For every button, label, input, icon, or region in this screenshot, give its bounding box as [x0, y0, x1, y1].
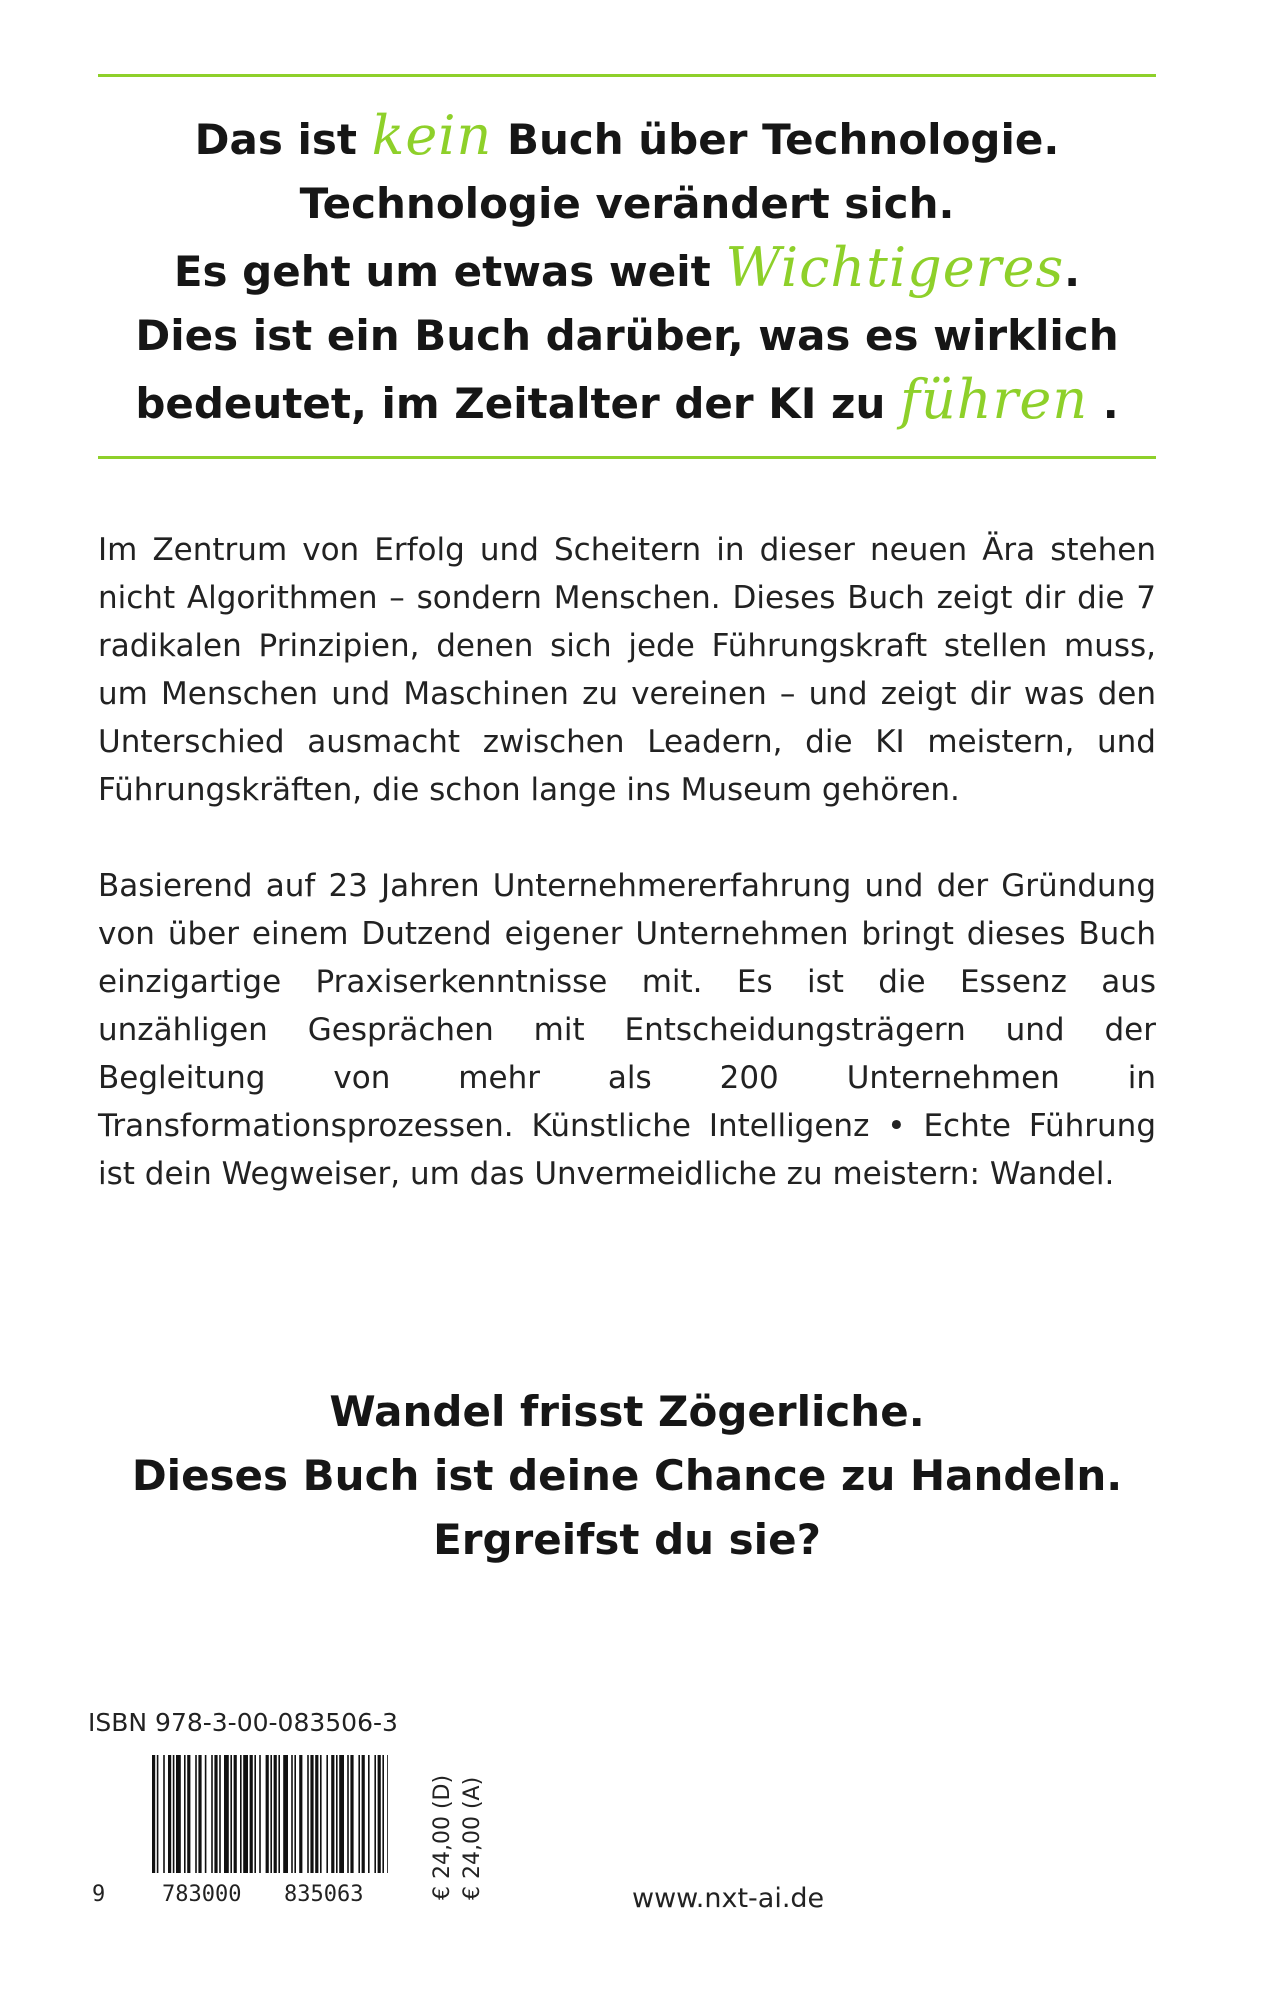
price-germany: € 24,00 (D): [430, 1774, 455, 1900]
barcode-bar: [347, 1755, 349, 1873]
barcode-bar: [283, 1755, 288, 1873]
barcode-bar: [230, 1755, 232, 1873]
barcode-bar: [274, 1755, 277, 1873]
barcode-bar: [240, 1755, 242, 1873]
headline-line-4: Dies ist ein Buch darüber, was es wirklich: [135, 311, 1119, 360]
barcode-bar: [211, 1755, 213, 1873]
closing-line-3: Ergreifst du sie?: [433, 1515, 821, 1564]
barcode-image: [152, 1755, 388, 1873]
barcode-bar: [250, 1755, 253, 1873]
barcode-bar: [184, 1755, 186, 1873]
barcode-bar: [195, 1755, 197, 1873]
barcode-bar: [173, 1755, 175, 1873]
barcode-bar: [259, 1755, 261, 1873]
barcode-bar: [378, 1755, 381, 1873]
barcode-bar: [331, 1755, 334, 1873]
barcode-bar: [219, 1755, 221, 1873]
barcode-bar: [358, 1755, 360, 1873]
closing-line-1: Wandel frisst Zögerliche.: [329, 1387, 925, 1436]
barcode-left-group: 783000: [162, 1882, 242, 1907]
barcode-bar: [278, 1755, 280, 1873]
barcode-first-digit: 9: [92, 1882, 106, 1907]
body-paragraph-2: Basierend auf 23 Jahren Unternehmererfahrung und der Gründung von über einem Dutzend eigener Unternehmen bringt dieses Buch einzigartige Praxiserkenntnisse mit. Es ist die Essenz aus unzähligen Gesprächen mit Entscheidungsträgern und der Begleitung von mehr als 200 Unternehmen in Transformationsprozessen. Künstliche Intelligenz • Echte Führung ist dein Wegweiser, um das Unvermeidliche zu meistern: Wandel.: [98, 868, 1156, 1192]
barcode-bar: [310, 1755, 313, 1873]
barcode-bar: [299, 1755, 302, 1873]
handwritten-word-fuehren: führen: [900, 368, 1089, 431]
barcode-bar: [168, 1755, 171, 1873]
barcode-bar: [198, 1755, 201, 1873]
headline-line-1: Das ist kein Buch über Technologie.: [194, 104, 1060, 167]
barcode-bar: [163, 1755, 165, 1873]
body-paragraph-1: Im Zentrum von Erfolg und Scheitern in dieser neuen Ära stehen nicht Algorithmen – sondern Menschen. Dieses Buch zeigt dir die 7 radikalen Prinzipien, denen sich jede Führungskraft stellen muss, um Menschen und Maschinen zu vereinen – und zeigt dir was den Unterschied ausmacht zwischen Leadern, die KI meistern, und Führungskräften, die schon lange ins Museum gehören.: [98, 532, 1156, 808]
barcode-right-group: 835063: [284, 1882, 364, 1907]
headline-line-3: Es geht um etwas weit Wichtigeres.: [173, 236, 1081, 299]
barcode-bar: [205, 1755, 207, 1873]
headline-line-5: bedeutet, im Zeitalter der KI zu führen .: [135, 368, 1119, 431]
barcode-bar: [291, 1755, 293, 1873]
barcode-bar: [320, 1755, 322, 1873]
isbn-label: ISBN 978-3-00-083506-3: [88, 1708, 398, 1737]
barcode-bar: [214, 1755, 217, 1873]
barcode-bar: [374, 1755, 376, 1873]
barcode-bar: [336, 1755, 338, 1873]
barcode-bar: [387, 1755, 388, 1873]
handwritten-word-wichtigeres: Wichtigeres: [725, 236, 1065, 299]
price-austria: € 24,00 (A): [460, 1776, 485, 1900]
barcode-bar: [326, 1755, 328, 1873]
barcode-bar: [187, 1755, 190, 1873]
barcode-bar: [339, 1755, 344, 1873]
closing-line-2: Dieses Buch ist deine Chance zu Handeln.: [131, 1451, 1123, 1500]
barcode-bar: [270, 1755, 272, 1873]
bottom-divider: [98, 456, 1156, 459]
barcode-bar: [157, 1755, 159, 1873]
barcode-bar: [224, 1755, 229, 1873]
body-text: [98, 526, 1156, 1198]
barcode-bar: [382, 1755, 384, 1873]
headline-line-2: Technologie verändert sich.: [299, 179, 955, 228]
top-divider: [98, 74, 1156, 77]
closing-statement: [98, 1380, 1156, 1572]
barcode-bar: [152, 1755, 155, 1873]
barcode-bar: [294, 1755, 296, 1873]
barcode-bar: [362, 1755, 365, 1873]
barcode-bar: [307, 1755, 309, 1873]
headline-block: [98, 104, 1156, 436]
barcode-bar: [266, 1755, 269, 1873]
barcode-bar: [234, 1755, 237, 1873]
barcode-bar: [254, 1755, 256, 1873]
website-url: www.nxt-ai.de: [632, 1883, 825, 1914]
barcode-bar: [243, 1755, 248, 1873]
barcode-bar: [368, 1755, 370, 1873]
handwritten-word-kein: kein: [371, 104, 493, 167]
barcode-bar: [315, 1755, 318, 1873]
barcode-bar: [350, 1755, 353, 1873]
barcode-bar: [176, 1755, 181, 1873]
